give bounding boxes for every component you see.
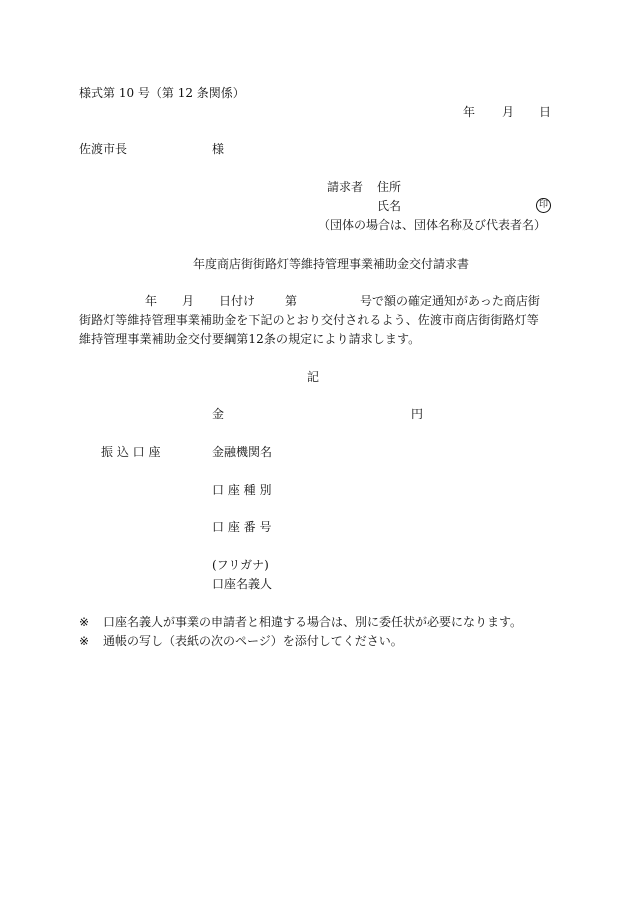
body-year-label: 年 [145,294,158,308]
body-number-prefix: 第 [285,294,298,308]
date-day-label: 日 [539,105,552,119]
note-text: 通帳の写し（表紙の次のページ）を添付してください。 [103,634,403,648]
amount-unit: 円 [411,407,424,421]
bank-holder-label: 口座名義人 [212,577,273,591]
ki-label: 記 [307,370,320,384]
body-line2: 街路灯等維持管理事業補助金を下記のとおり交付されるよう、佐渡市商店街街路灯等 [79,313,539,327]
bank-institution-label: 金融機関名 [212,445,273,459]
requester-note: （団体の場合は、団体名称及び代表者名） [318,218,547,232]
bank-furigana-label: (フリガナ) [212,558,269,572]
body-dated-label: 日付け [219,294,256,308]
date-month-label: 月 [502,105,515,119]
body-line3: 維持管理事業補助金交付要綱第12条の規定により請求します。 [79,332,421,346]
body-line1: 号で額の確定通知があった商店街 [360,294,540,308]
addressee-honorific: 様 [212,142,225,156]
requester-label: 請求者 [327,180,364,194]
body-month-label: 月 [182,294,195,308]
bank-account-number-label: 口 座 番 号 [212,520,272,534]
seal-mark: 印 [536,198,551,213]
bank-account-type-label: 口 座 種 別 [212,483,272,497]
requester-name-label: 氏名 [377,199,402,213]
bank-section-label: 振 込 口 座 [101,445,161,459]
note-text: 口座名義人が事業の申請者と相違する場合は、別に委任状が必要になります。 [103,615,523,629]
note-mark: ※ [79,615,90,629]
form-number: 様式第 10 号（第 12 条関係） [79,86,245,100]
note-mark: ※ [79,634,90,648]
requester-address-label: 住所 [377,180,402,194]
document-title: 年度商店街街路灯等維持管理事業補助金交付請求書 [193,257,470,271]
amount-label: 金 [212,407,225,421]
date-year-label: 年 [463,105,476,119]
addressee-name: 佐渡市長 [79,142,128,156]
